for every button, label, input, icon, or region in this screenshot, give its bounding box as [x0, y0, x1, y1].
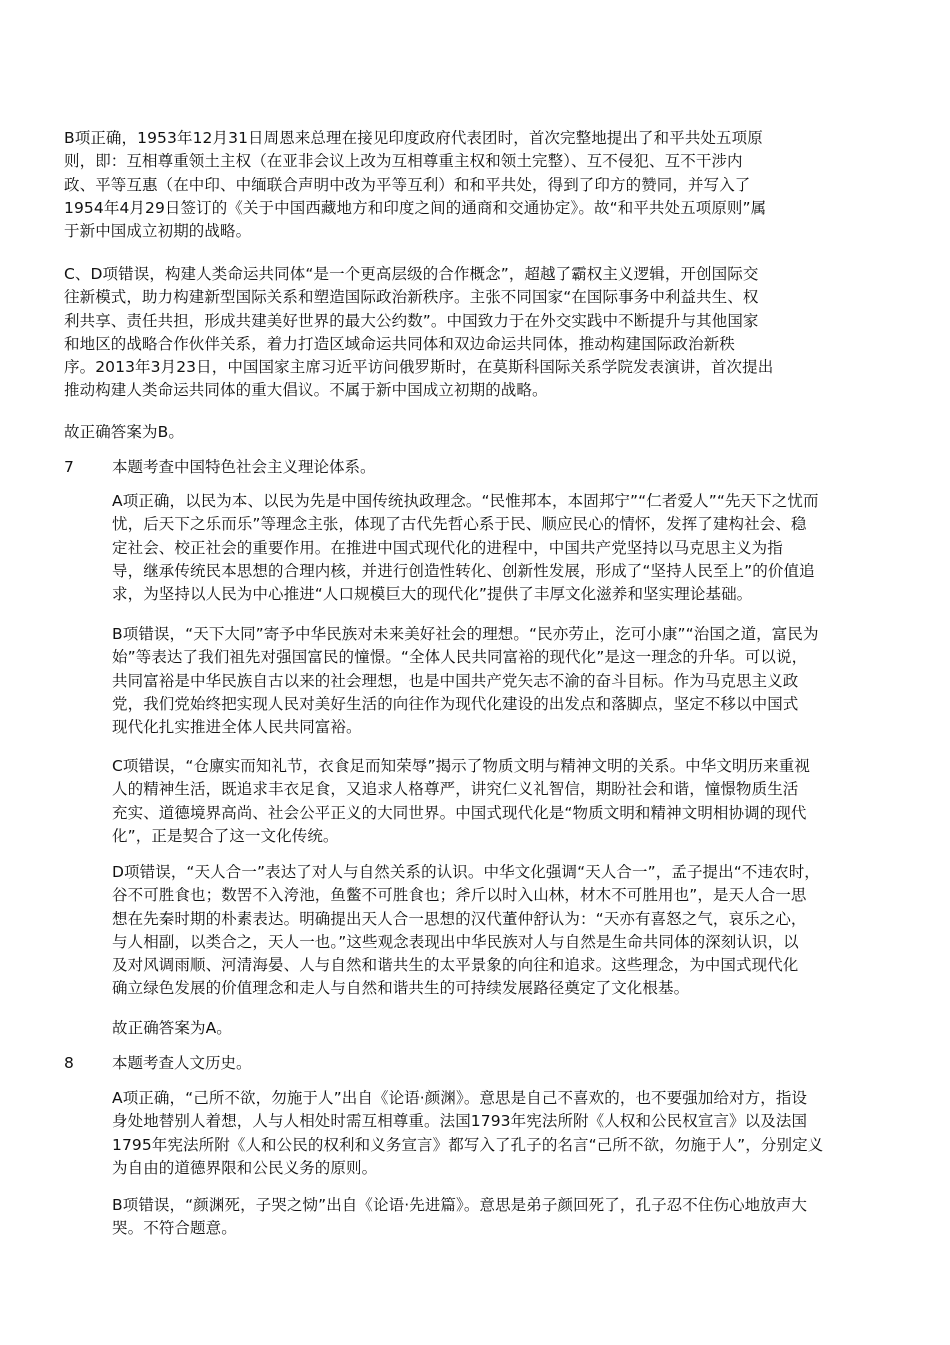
answer-text: 故正确答案为B。: [64, 423, 184, 441]
q7-option-a-paragraph: [112, 490, 819, 606]
text-line: 推动构建人类命运共同体的重大倡议。不属于新中国成立初期的战略。: [64, 381, 548, 400]
text-line: B项正确，1953年12月31日周恩来总理在接见印度政府代表团时，首次完整地提出了和平共处五项原: [64, 129, 763, 147]
text-line: 哭。不符合题意。: [112, 1219, 237, 1238]
text-line: 与人相副，以类合之，天人一也。”这些观念表现出中华民族对人与自然是生命共同体的深刻认识，以: [112, 932, 799, 951]
text-line: 党，我们党始终把实现人民对美好生活的向往作为现代化建设的出发点和落脚点，坚定不移以中国式: [112, 694, 799, 713]
text-line: 身处地替别人着想，人与人相处时需互相尊重。法国1793年宪法所附《人权和公民权宣言》以及法国: [112, 1112, 808, 1131]
text-line: 1954年4月29日签订的《关于中国西藏地方和印度之间的通商和交通协定》。故“和平共处五项原则”属: [64, 198, 767, 217]
text-line: 谷不可胜食也；数罟不入洿池，鱼鳖不可胜食也；斧斤以时入山林，材木不可胜用也”，是天人合一思: [112, 886, 807, 905]
text-line: 1795年宪法所附《人和公民的权利和义务宣言》都写入了孔子的名言“己所不欲，勿施于人”，分别定义: [112, 1135, 824, 1154]
q6-option-cd-paragraph: [64, 263, 773, 403]
text-line: 序。2013年3月23日，中国国家主席习近平访问俄罗斯时，在莫斯科国际关系学院发表演讲，首次提出: [64, 358, 774, 377]
answer-text: 故正确答案为A。: [112, 1019, 232, 1037]
q7-option-c-paragraph: [112, 755, 810, 848]
text-line: C、D项错误，构建人类命运共同体“是一个更高层级的合作概念”，超越了霸权主义逻辑，开创国际交: [64, 265, 759, 283]
text-line: 确立绿色发展的价值理念和走人与自然和谐共生的可持续发展路径奠定了文化根基。: [112, 979, 690, 998]
text-line: 导，继承传统民本思想的合理内核，并进行创造性转化、创新性发展，形成了“坚持人民至上”的价值追: [112, 561, 815, 580]
q7-option-d-paragraph: [112, 861, 820, 1001]
text-line: 求，为坚持以人民为中心推进“人口规模巨大的现代化”提供了丰厚文化滋养和坚实理论基础。: [112, 585, 753, 604]
text-line: 和地区的战略合作伙伴关系，着力打造区域命运共同体和双边命运共同体，推动构建国际政治新秩: [64, 334, 735, 353]
text-line: 始”等表达了我们祖先对强国富民的憧憬。“全体人民共同富裕的现代化”是这一理念的升华。可以说，: [112, 648, 808, 667]
text-line: A项正确，“己所不欲，勿施于人”出自《论语·颜渊》。意思是自己不喜欢的，也不要强加给对方，指设: [112, 1089, 808, 1107]
q7-option-b-paragraph: [112, 623, 819, 739]
text-line: B项错误，“天下大同”寄予中华民族对未来美好社会的理想。“民亦劳止，汔可小康”“治国之道，富民为: [112, 625, 819, 643]
text-line: 利共享、责任共担，形成共建美好世界的最大公约数”。中国致力于在外交实践中不断提升与其他国家: [64, 311, 759, 330]
question-number: 7: [64, 458, 74, 476]
q6-option-b-paragraph: [64, 127, 766, 243]
q7-answer: [112, 1017, 232, 1040]
text-line: 为自由的道德界限和公民义务的原则。: [112, 1158, 378, 1177]
text-line: A项正确，以民为本、以民为先是中国传统执政理念。“民惟邦本，本固邦宁”“仁者爱人”“先天下之忧而: [112, 492, 819, 510]
text-line: 定社会、校正社会的重要作用。在推进中国式现代化的进程中，中国共产党坚持以马克思主义为指: [112, 538, 783, 557]
text-line: 人的精神生活，既追求丰衣足食，又追求人格尊严，讲究仁义礼智信，期盼社会和谐，憧憬物质生活: [112, 780, 799, 799]
text-line: 共同富裕是中华民族自古以来的社会理想，也是中国共产党矢志不渝的奋斗目标。作为马克思主义政: [112, 671, 799, 690]
question-title: 本题考查人文历史。: [112, 1054, 252, 1072]
text-line: 于新中国成立初期的战略。: [64, 222, 252, 241]
text-line: 则，即：互相尊重领土主权（在亚非会议上改为互相尊重主权和领土完整）、互不侵犯、互不干涉内: [64, 152, 743, 171]
question-title: 本题考查中国特色社会主义理论体系。: [112, 458, 376, 476]
text-line: C项错误，“仓廪实而知礼节，衣食足而知荣辱”揭示了物质文明与精神文明的关系。中华文明历来重视: [112, 757, 810, 775]
text-line: 想在先秦时期的朴素表达。明确提出天人合一思想的汉代董仲舒认为：“天亦有喜怒之气，哀乐之心，: [112, 909, 807, 928]
text-line: D项错误，“天人合一”表达了对人与自然关系的认识。中华文化强调“天人合一”，孟子提出“不违农时，: [112, 863, 820, 881]
q6-answer: [64, 421, 184, 444]
text-line: 政、平等互惠（在中印、中缅联合声明中改为平等互利）和和平共处，得到了印方的赞同，并写入了: [64, 175, 751, 194]
text-line: 充实、道德境界高尚、社会公平正义的大同世界。中国式现代化是“物质文明和精神文明相协调的现代: [112, 803, 807, 822]
text-line: B项错误，“颜渊死，子哭之恸”出自《论语·先进篇》。意思是弟子颜回死了，孔子忍不住伤心地放声大: [112, 1196, 808, 1214]
text-line: 化”，正是契合了这一文化传统。: [112, 826, 339, 845]
text-line: 现代化扎实推进全体人民共同富裕。: [112, 718, 362, 737]
q8-option-a-paragraph: [112, 1087, 823, 1180]
text-line: 及对风调雨顺、河清海晏、人与自然和谐共生的太平景象的向往和追求。这些理念，为中国式现代化: [112, 956, 799, 975]
text-line: 往新模式，助力构建新型国际关系和塑造国际政治新秩序。主张不同国家“在国际事务中利益共生、权: [64, 288, 759, 307]
question-number: 8: [64, 1054, 74, 1072]
q8-option-b-paragraph: [112, 1194, 807, 1241]
text-line: 忧，后天下之乐而乐”等理念主张，体现了古代先哲心系于民、顺应民心的情怀，发挥了建构社会、稳: [112, 515, 807, 534]
